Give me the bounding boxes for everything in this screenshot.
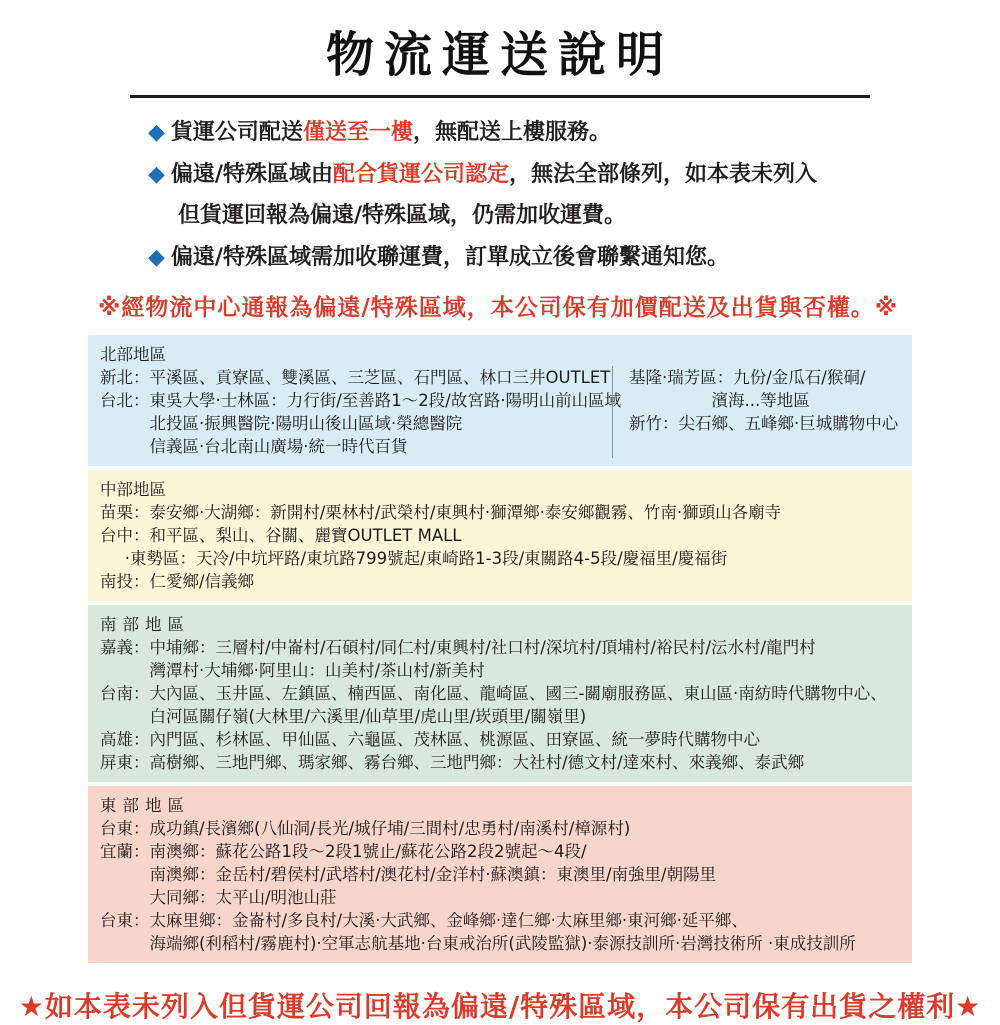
section-title: 東部地區 [100, 795, 190, 815]
bullet-item [148, 243, 1000, 273]
bullet-text: 偏遠/特殊區域由配合貨運公司認定，無法全部條列，如本表未列入 [170, 161, 817, 187]
region-line: 基隆‧瑞芳區：九份/金瓜石/猴硐/ [629, 367, 866, 387]
bullet-text: 偏遠/特殊區域需加收聯運費，訂單成立後會聯繫通知您。 [170, 245, 729, 271]
bullet-list [148, 118, 1000, 273]
region-line: 濱海...等地區 [711, 390, 810, 410]
region-line: 嘉義：中埔鄉：三層村/中崙村/石碩村/同仁村/東興村/社口村/深坑村/頂埔村/裕民村/沄水村/龍門村 [100, 637, 816, 657]
section-title: 南部地區 [100, 614, 190, 634]
region-line: 新竹：尖石鄉、五峰鄉‧巨城購物中心 [629, 413, 899, 433]
region-section-central [88, 470, 912, 601]
page-title: 物流運送說明 [325, 27, 674, 83]
region-line: 南投：仁愛鄉/信義鄉 [100, 571, 255, 591]
region-line: 灣潭村‧大埔鄉‧阿里山：山美村/茶山村/新美村 [149, 660, 485, 680]
region-line: 大同鄉：太平山/明池山莊 [149, 887, 337, 907]
section-columns [100, 817, 900, 955]
region-section-north [88, 335, 912, 466]
section-columns [100, 501, 900, 593]
region-line: 南澳鄉：金岳村/碧侯村/武塔村/澳花村/金洋村‧蘇澳鎮：東澳里/南強里/朝陽里 [149, 864, 717, 884]
region-line: 新北：平溪區、貢寮區、雙溪區、三芝區、石門區、林口三井OUTLET [100, 367, 611, 387]
section-column [100, 366, 622, 458]
region-line: 台東：太麻里鄉：金崙村/多良村/大溪‧大武鄉、金峰鄉‧達仁鄉‧太麻里鄉‧東河鄉‧延平鄉、 [100, 910, 748, 930]
section-title: 北部地區 [100, 344, 166, 364]
region-line: 白河區關仔嶺(大林里/六溪里/仙草里/虎山里/崁頭里/關嶺里) [149, 706, 587, 726]
bullet-continuation: 但貨運回報為偏遠/特殊區域，仍需加收運費。 [178, 203, 627, 229]
diamond-icon: ◆ [148, 161, 165, 187]
region-line: 高雄：內門區、杉林區、甲仙區、六龜區、茂林區、桃源區、田寮區、統一夢時代購物中心 [100, 729, 760, 749]
bullet-text: 貨運公司配送僅送至一樓，無配送上樓服務。 [170, 120, 611, 145]
region-sections [88, 335, 912, 963]
region-line: 宜蘭：南澳鄉：蘇花公路1段～2段1號止/蘇花公路2段2號起～4段/ [100, 841, 587, 861]
section-column [612, 366, 900, 458]
region-line: 台中：和平區、梨山、谷關、麗寶OUTLET MALL [100, 525, 462, 545]
region-line: 北投區‧振興醫院‧陽明山後山區域‧榮總醫院 [149, 413, 463, 433]
region-line: 信義區‧台北南山廣場‧統一時代百貨 [149, 436, 408, 456]
region-line: 台北：東吳大學‧士林區：力行街/至善路1～2段/故宮路‧陽明山前山區域 [100, 390, 622, 410]
notice-text: ※經物流中心通報為偏遠/特殊區域，本公司保有加價配送及出貨與否權。※ [98, 294, 899, 321]
diamond-icon: ◆ [148, 120, 165, 145]
title-divider [130, 95, 870, 98]
region-line: 台南：大內區、玉井區、左鎮區、楠西區、南化區、龍崎區、國三-關廟服務區、東山區‧南紡時代購物中心、 [100, 683, 887, 703]
region-line: 苗栗：泰安鄉‧大湖鄉：新開村/栗林村/武榮村/東興村‧獅潭鄉‧泰安鄉觀霧、竹南‧獅頭山各廟寺 [100, 502, 782, 522]
region-line: ‧東勢區：天冷/中坑坪路/東坑路799號起/東崎路1-3段/東關路4-5段/慶福里/慶福街 [124, 548, 728, 568]
section-columns [100, 636, 900, 774]
diamond-icon: ◆ [148, 245, 165, 271]
section-column [100, 636, 887, 774]
region-line: 台東：成功鎮/長濱鄉(八仙洞/長光/城仔埔/三間村/忠勇村/南溪村/樟源村) [100, 818, 631, 838]
footer-warning: ★如本表未列入但貨運公司回報為偏遠/特殊區域，本公司保有出貨之權利★ [18, 989, 982, 1023]
bullet-item [148, 160, 1000, 190]
region-line: 屏東：高樹鄉、三地門鄉、瑪家鄉、霧台鄉、三地門鄉：大社村/德文村/達來村、來義鄉、泰武鄉 [100, 752, 805, 772]
section-column [100, 501, 781, 593]
region-section-south [88, 605, 912, 782]
bullet-item [148, 118, 1000, 148]
section-title: 中部地區 [100, 479, 166, 499]
section-column [100, 817, 856, 955]
section-columns [100, 366, 900, 458]
region-line: 海端鄉(利稻村/霧鹿村)‧空軍志航基地‧台東戒治所(武陵監獄)‧泰源技訓所‧岩灣技術所 ‧東成技訓所 [149, 933, 856, 953]
region-section-east [88, 786, 912, 963]
